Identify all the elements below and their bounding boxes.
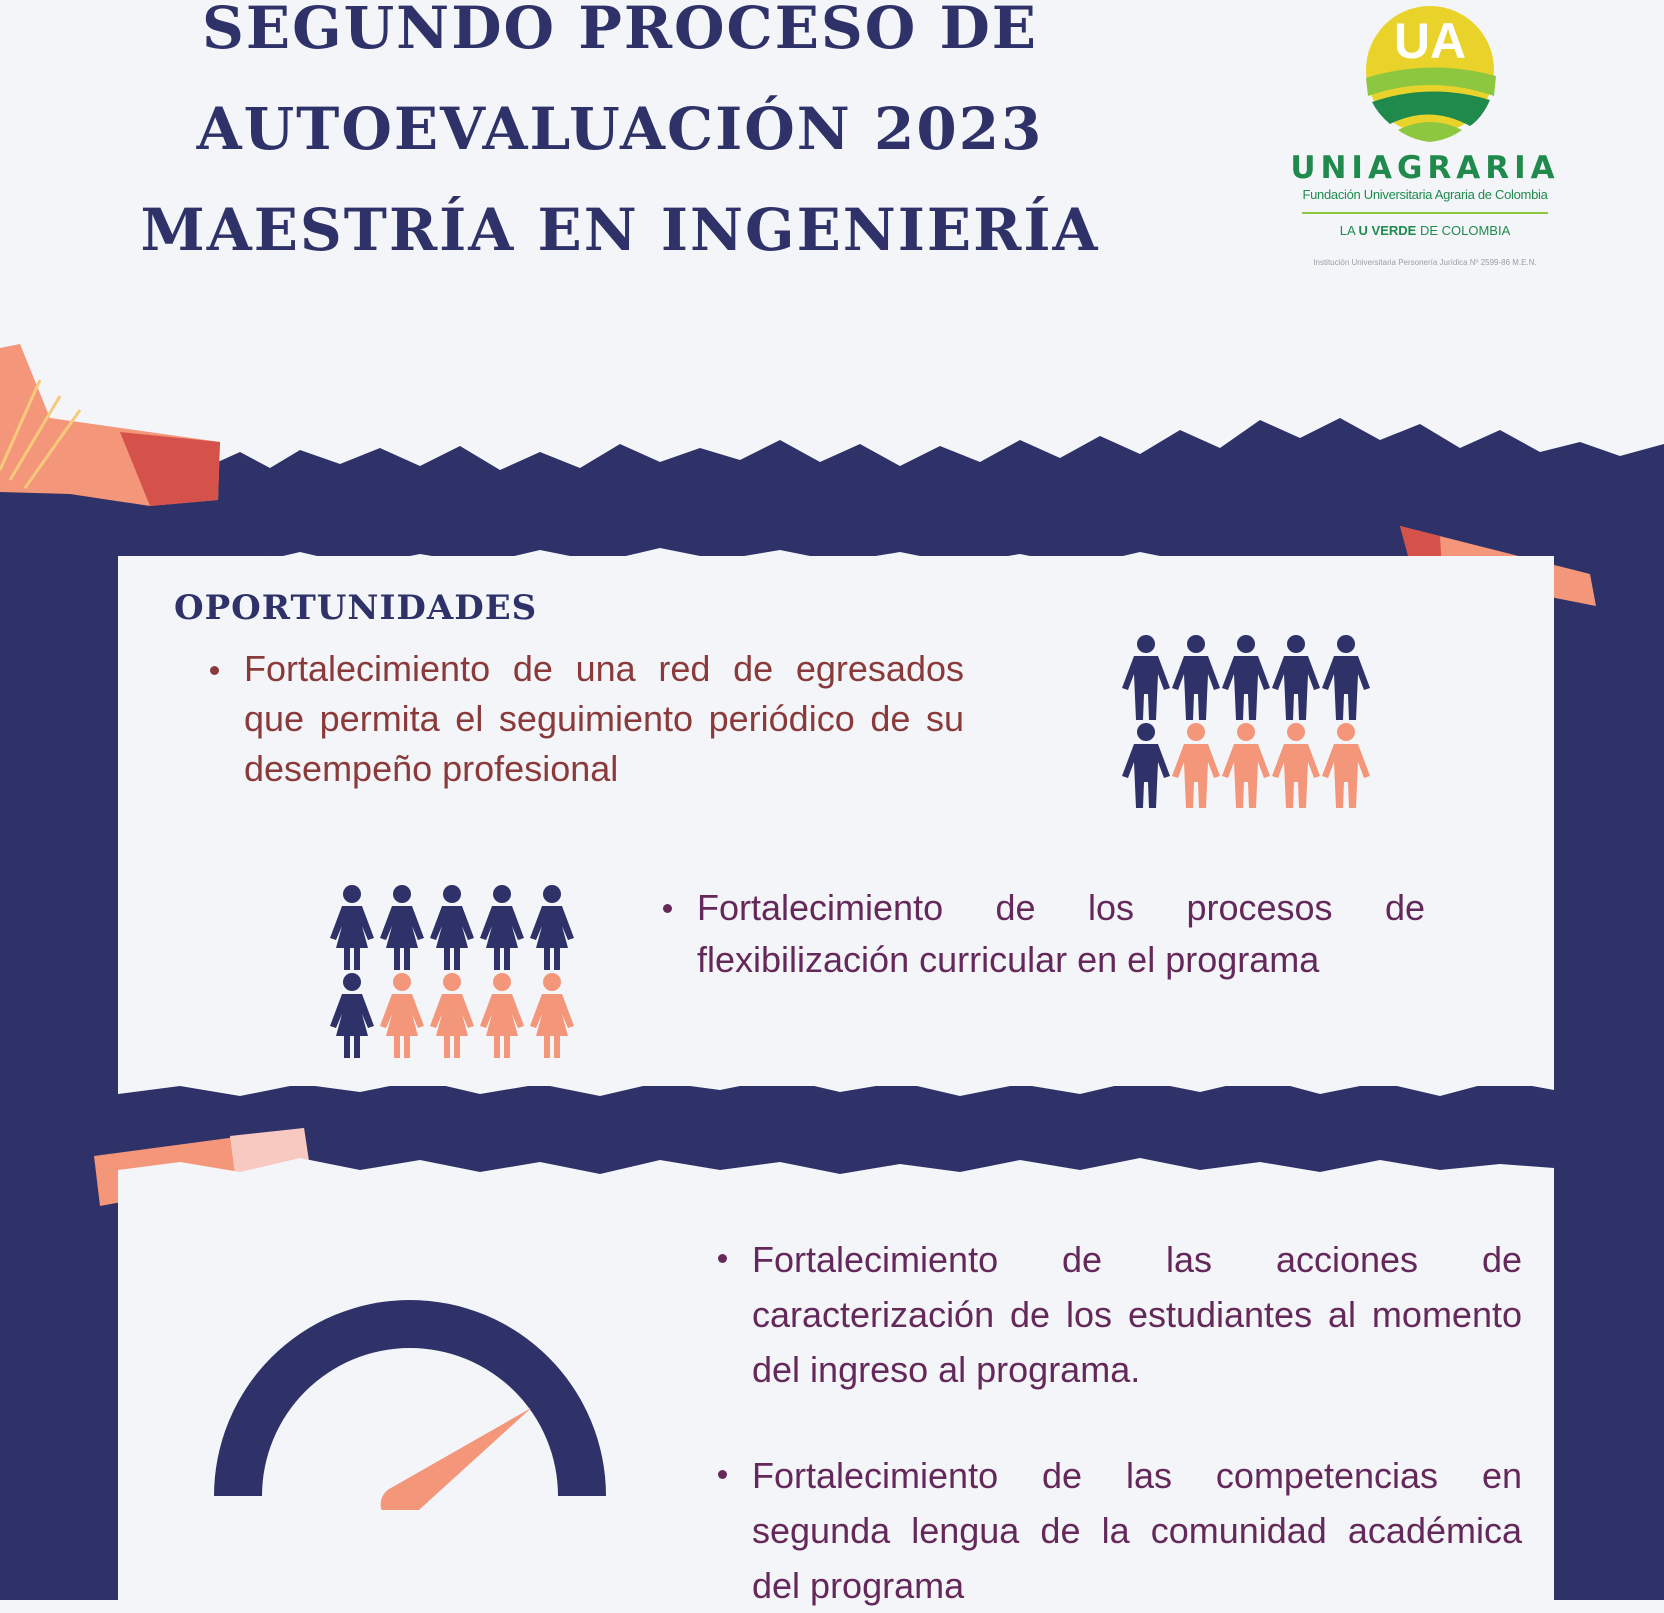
logo-subtitle: Fundación Universitaria Agraria de Colombia bbox=[1302, 187, 1548, 202]
logo-tagline-bold: U VERDE bbox=[1358, 223, 1417, 238]
logo-legal-text: Institución Universitaria Personería Jurídica Nº 2599-86 M.E.N. bbox=[1313, 258, 1537, 267]
female-figure-icon bbox=[530, 885, 574, 970]
title-line-1: SEGUNDO PROCESO DE bbox=[201, 0, 1039, 62]
female-figure-icon bbox=[480, 973, 524, 1058]
female-figure-icon bbox=[380, 973, 424, 1058]
logo-name: UNIAGRARIA bbox=[1290, 150, 1560, 186]
logo-tagline-prefix: LA bbox=[1339, 223, 1359, 238]
female-figure-icon bbox=[480, 885, 524, 970]
logo-initials: UA bbox=[1393, 13, 1467, 69]
male-figure-icon bbox=[1272, 635, 1320, 720]
gauge-icon bbox=[210, 1300, 610, 1510]
torn-edge-top-bottom bbox=[0, 1060, 1664, 1120]
male-figure-icon bbox=[1222, 635, 1270, 720]
male-figure-icon bbox=[1172, 635, 1220, 720]
people-grid-female bbox=[326, 882, 586, 1062]
title-line-3: MAESTRÍA EN INGENIERÍA bbox=[140, 196, 1100, 264]
male-figure-icon bbox=[1322, 635, 1370, 720]
opportunity-item-1: Fortalecimiento de una red de egresados que permita el seguimiento periódico de su desempeño profesional bbox=[244, 644, 964, 794]
tape-top-left bbox=[0, 344, 220, 506]
gauge-arc bbox=[214, 1300, 606, 1496]
section-heading: OPORTUNIDADES bbox=[174, 588, 538, 628]
female-figure-icon bbox=[330, 885, 374, 970]
male-figure-icon bbox=[1122, 723, 1170, 808]
male-figure-icon bbox=[1272, 723, 1320, 808]
male-figure-icon bbox=[1122, 635, 1170, 720]
female-figure-icon bbox=[380, 885, 424, 970]
gauge-needle bbox=[381, 1408, 532, 1510]
male-figure-icon bbox=[1222, 723, 1270, 808]
people-grid-male bbox=[1120, 632, 1380, 812]
opportunity-item-2: Fortalecimiento de los procesos de flexibilización curricular en el programa bbox=[697, 882, 1425, 986]
opportunity-item-4: Fortalecimiento de las competencias en segunda lengua de la comunidad académica del programa bbox=[752, 1448, 1522, 1613]
logo-tagline-suffix: DE COLOMBIA bbox=[1416, 223, 1511, 238]
opportunity-item-3: Fortalecimiento de las acciones de caracterización de los estudiantes al momento del ingreso al programa. bbox=[752, 1232, 1522, 1397]
female-figure-icon bbox=[430, 885, 474, 970]
male-figure-icon bbox=[1322, 723, 1370, 808]
female-figure-icon bbox=[530, 973, 574, 1058]
title-line-2: AUTOEVALUACIÓN 2023 bbox=[196, 95, 1044, 163]
torn-edge-bottom bbox=[0, 1140, 1664, 1190]
male-figure-icon bbox=[1172, 723, 1220, 808]
female-figure-icon bbox=[430, 973, 474, 1058]
female-figure-icon bbox=[330, 973, 374, 1058]
